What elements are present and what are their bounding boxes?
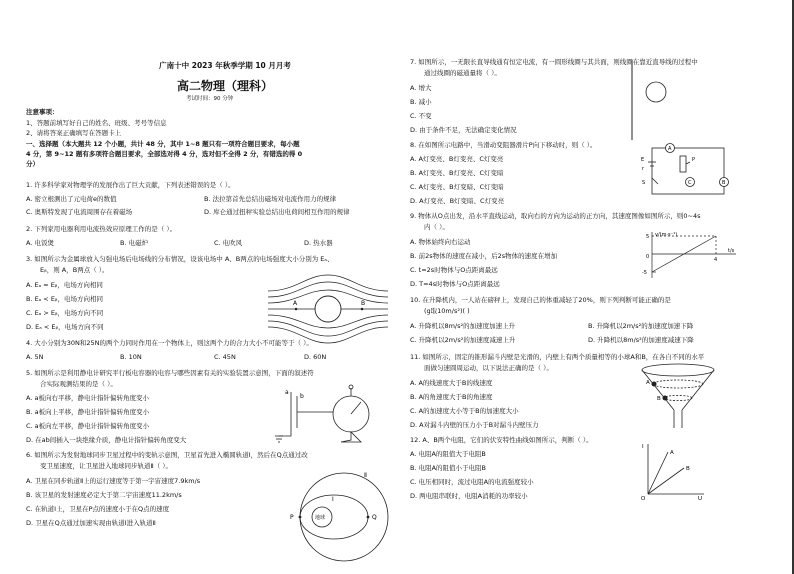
- q1-option-c: C. 奥斯特发现了电流周围存在着磁场: [26, 208, 133, 216]
- q11-funnel-figure: [638, 362, 718, 430]
- q5-stem: 合实际观测结果的是（ ）。: [40, 380, 117, 388]
- q6-option-b: B. 该卫星的发射速度必定大于第二宇宙速度11.2km/s: [26, 491, 182, 499]
- q2-option-b: B. 电磁炉: [120, 239, 149, 247]
- q7-option-b: B. 减小: [410, 98, 432, 106]
- q4-option-b: B. 10N: [120, 353, 142, 361]
- notice-title: 注意事项：: [26, 108, 59, 116]
- section1-instruction: 分）: [26, 160, 39, 168]
- q6-label-p: P: [290, 514, 294, 521]
- q6-label-earth: 地球: [315, 515, 326, 521]
- q2-option-c: C. 电吹风: [214, 239, 243, 247]
- q10-stem: 10. 在升降机内，一人站在磅秤上，发现自己的体重减轻了20%，则下列判断可能正确的是: [410, 296, 671, 304]
- q8-circuit-figure: [640, 142, 732, 202]
- q9-stem: 内（ ）。: [424, 223, 449, 231]
- q4-option-d: D. 60N: [304, 353, 327, 361]
- q12-option-b: B. 电阻A的阻值小于电阻B: [410, 464, 486, 472]
- q10-option-b: B. 升降机以2m/s²的加速度加速下降: [588, 322, 694, 330]
- q6-stem: 6. 如图所示为发射地球同步卫星过程中的变轨示意图，卫星首先进入椭圆轨道Ⅰ，然后在Q点通过改: [26, 451, 308, 459]
- q8-label-r: r: [642, 166, 645, 172]
- q5-option-c: C. a板向左平移，静电计指针偏转角度变小: [26, 422, 150, 430]
- q9-option-b: B. 前2s物体的速度在减小，后2s物体的速度在增加: [410, 252, 558, 260]
- q11-option-d: D. A对漏斗内壁的压力小于B对漏斗内壁压力: [410, 421, 539, 429]
- q11-option-a: A. A的线速度大于B的线速度: [410, 379, 493, 387]
- q12-axis-u-label: U: [698, 496, 703, 500]
- q11-label-b: B: [657, 396, 661, 402]
- q10-option-d: D. 升降机以8m/s²的加速度减速下降: [588, 336, 694, 344]
- q3-option-a: A. Eₐ = Eᵦ，电场方向相同: [26, 281, 103, 289]
- notice-item: 1、答题前填写好自己的姓名、班级、考号等信息: [26, 119, 167, 127]
- q7-option-a: A. 增大: [410, 84, 432, 92]
- q9-tick-neg5: -5: [642, 270, 647, 276]
- q1-option-d: D. 库仑通过扭秤实验总结出电荷间相互作用的规律: [204, 208, 350, 216]
- section1-instruction: 一、选择题（本大题共 12 个小题，共计 48 分，其中 1~8 题只有一项符合题目要求，每小题: [26, 140, 300, 148]
- q2-stem: 2. 下列家用电器利用电流热效应原理工作的是（ ）。: [26, 225, 177, 233]
- q6-option-c: C. 在轨道Ⅰ上，卫星在P点的速度小于在Q点的速度: [26, 505, 170, 513]
- q12-axis-i-label: I: [642, 444, 644, 450]
- q8-option-d: D. A灯变亮、B灯变暗、C灯变亮: [410, 197, 505, 205]
- q8-option-a: A. A灯变亮、B灯变亮、C灯变亮: [410, 155, 504, 163]
- q11-label-a: A: [646, 380, 650, 386]
- q6-stem: 变卫星速度，让卫星进入地球同步轨道Ⅱ（ ）。: [40, 462, 173, 470]
- q2-option-d: D. 热水器: [304, 239, 333, 247]
- q9-stem: 9. 物体从O点出发，沿水平直线运动，取向右的方向为运动的正方向，其速度图像如图所示，则0~4s: [410, 212, 701, 220]
- section1-instruction: 4 分，第 9~12 题有多项符合题目要求，全部选对得 4 分，选对但不全得 2 分，有错选的得 0: [26, 150, 303, 158]
- q6-label-q: Q: [372, 514, 377, 521]
- q7-stem: 通过线圈的磁通量将（ ）。: [424, 69, 501, 77]
- q11-option-c: C. A的加速度大小等于B的加速度大小: [410, 407, 519, 415]
- q1-stem: 1. 许多科学家对物理学的发展作出了巨大贡献，下列表述错误的是（ ）。: [26, 181, 235, 189]
- q9-velocity-graph: [642, 228, 742, 282]
- q10-stem: (g取10m/s²)( ): [424, 307, 470, 315]
- q12-line-b-label: B: [686, 466, 690, 472]
- q9-option-c: C. t=2s时物体与O点距离最远: [410, 266, 498, 274]
- q5-stem: 5. 如图所示是利用静电计研究平行板电容器的电容与哪些因素有关的实验装置示意图，下面的叙述符: [26, 369, 314, 377]
- q12-option-c: C. 电压相同时，流过电阻A的电流强度较小: [410, 478, 534, 486]
- exam-subject-title: 高二物理（理科）: [176, 79, 273, 93]
- q8-stem: 8. 在如图所示电路中，当滑动变阻器滑片P向下移动时，则（ ）。: [410, 141, 597, 149]
- q5-capacitor-electrometer-figure: [271, 384, 386, 446]
- q12-origin-label: O: [641, 496, 646, 500]
- q2-option-a: A. 电饭煲: [26, 239, 54, 247]
- q3-stem: Eᵦ，则 A，B两点（ ）。: [40, 266, 109, 274]
- exam-time: 考试时间：90 分钟: [186, 96, 234, 102]
- q12-option-d: D. 两电阻串联时，电阻A消耗的功率较小: [410, 492, 528, 500]
- q9-tick-4: 4: [714, 257, 718, 263]
- q7-option-c: C. 不变: [410, 112, 432, 120]
- q9-tick-0: 0: [646, 254, 650, 260]
- q7-stem: 7. 如图所示，一无限长直导线通有恒定电流，有一圆形线圈与其共面，则线圈在靠近直导线的过程中: [410, 58, 698, 66]
- q11-stem: 11. 如图所示，固定的锥形漏斗内壁是光滑的，内壁上有两个质量相等的小球A和B，在各自不同的水平: [410, 353, 705, 361]
- notice-item: 2、请将答案正确填写在答题卡上: [26, 129, 122, 137]
- q8-label-lamp-c: C: [688, 180, 692, 186]
- q5-option-b: B. a板向上平移，静电计指针偏转角度变小: [26, 408, 150, 416]
- q8-label-s: S: [642, 180, 646, 186]
- q5-label-a: a: [285, 389, 289, 396]
- q7-wire-coil-figure: [622, 60, 672, 140]
- q8-option-c: C. A灯变亮、B灯变暗、C灯变暗: [410, 183, 504, 191]
- q5-label-b: b: [300, 393, 304, 400]
- q1-option-b: B. 法拉第首先总结出磁场对电流作用力的规律: [204, 195, 337, 203]
- q9-option-a: A. 物体始终向右运动: [410, 238, 471, 246]
- q6-label-orbit-1: Ⅰ: [332, 496, 334, 503]
- q8-label-lamp-b: B: [722, 180, 726, 186]
- q9-axis-v-label: v/(m·s⁻¹): [655, 232, 678, 238]
- q8-label-lamp-a: A: [668, 146, 672, 152]
- q12-iv-curve-figure: [638, 440, 708, 500]
- q3-option-b: B. Eₐ < Eᵦ，电场方向相同: [26, 295, 104, 303]
- q7-option-d: D. 由于条件不足，无法确定变化情况: [410, 126, 517, 134]
- q1-option-a: A. 密立根测出了元电荷e的数值: [26, 195, 117, 203]
- q12-stem: 12. A、B两个电阻，它们的伏安特性曲线如图所示，判断（ ）。: [410, 436, 593, 444]
- q3-option-c: C. Eₐ > Eᵦ，电场方向不同: [26, 309, 104, 317]
- q12-line-a-label: A: [670, 450, 674, 456]
- q9-tick-5: 5: [646, 234, 650, 240]
- q3-stem: 3. 如图所示为金属球放入匀强电场后电场线的分布情况，设该电场中 A、B两点的电场强度大小分别为 Eₐ、: [26, 255, 334, 263]
- q3-option-d: D. Eₐ < Eᵦ，电场方向不同: [26, 323, 104, 331]
- q5-option-a: A. a板向右平移，静电计指针偏转角度变小: [26, 394, 149, 402]
- q11-stem: 面做匀速圆周运动，以下说法正确的是（ ）。: [424, 364, 553, 372]
- q6-option-a: A. 卫星在同步轨道Ⅱ上的运行速度等于第一宇宙速度7.9km/s: [26, 477, 201, 485]
- q6-label-orbit-2: Ⅱ: [364, 472, 367, 479]
- q3-electric-field-figure: [266, 270, 390, 348]
- q8-label-e: E: [641, 157, 645, 163]
- q10-option-c: C. 升降机以2m/s²的加速度减速上升: [410, 336, 516, 344]
- q9-axis-t-label: t/s: [728, 248, 735, 254]
- q8-label-slider-p: P: [692, 157, 696, 163]
- q8-option-b: B. A灯变亮、B灯变亮、C灯变暗: [410, 169, 504, 177]
- q6-option-d: D. 卫星在Q点通过加速实现由轨道Ⅰ进入轨道Ⅱ: [26, 519, 156, 527]
- q4-option-a: A. 5N: [26, 353, 44, 361]
- q4-stem: 4. 大小分别为30N和25N的两个力同时作用在一个物体上，则这两个力的合力大小不可能等于（ ）。: [26, 339, 313, 347]
- q3-label-b: B: [361, 300, 366, 307]
- q5-option-d: D. 在ab间插入一块绝缘介质，静电计指针偏转角度变大: [26, 436, 187, 444]
- q3-label-a: A: [293, 300, 298, 307]
- q12-option-a: A. 电阻A的阻值大于电阻B: [410, 450, 486, 458]
- q11-option-b: B. A的角速度大于B的角速度: [410, 393, 493, 401]
- q4-option-c: C. 45N: [214, 353, 236, 361]
- q6-orbit-figure: [286, 465, 401, 565]
- exam-school-title: 广南十中 2023 年秋季学期 10 月月考: [159, 61, 291, 70]
- q9-option-d: D. T=4s时物体与O点距离最远: [410, 280, 500, 288]
- q10-option-a: A. 升降机以8m/s²的加速度加速上升: [410, 322, 516, 330]
